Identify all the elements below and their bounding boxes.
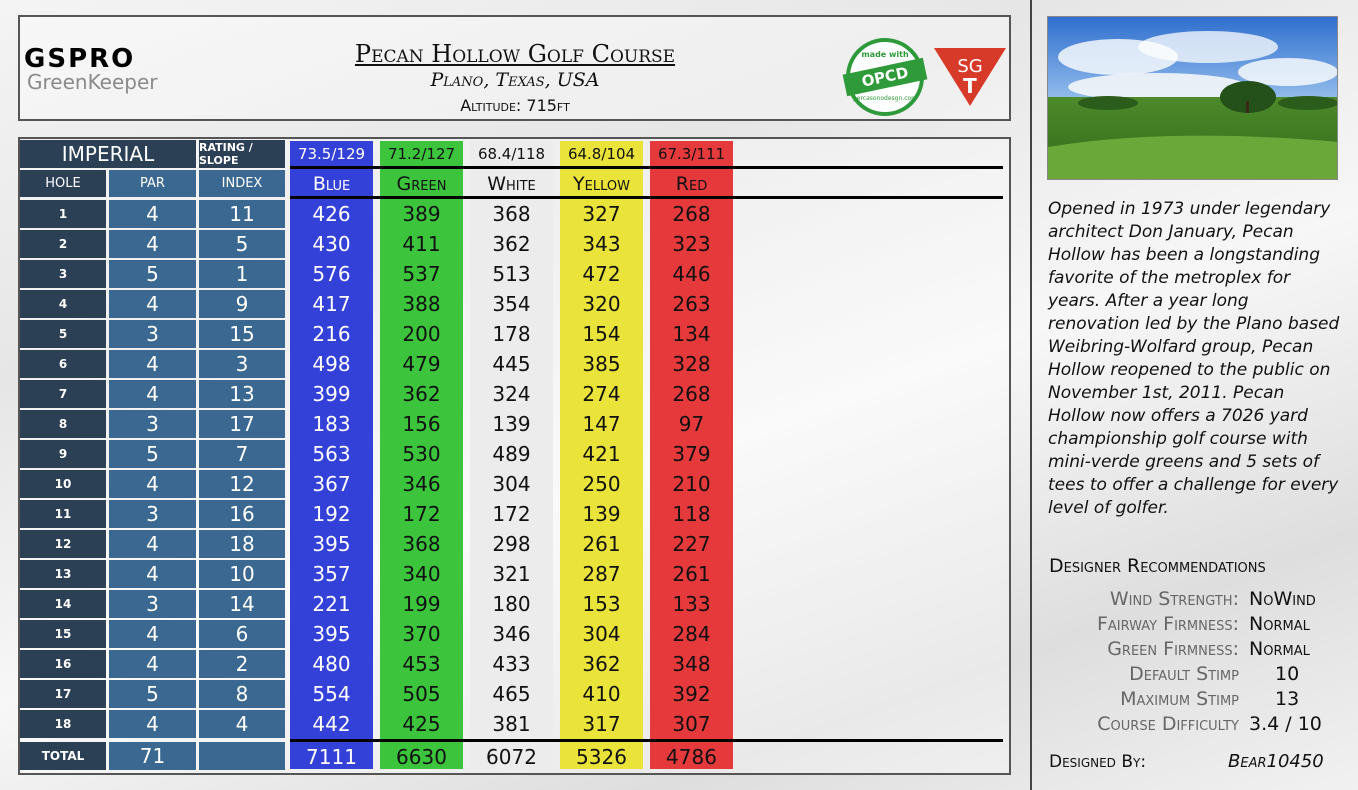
hole-number: 7 [20, 380, 106, 408]
tee-yardage: 453 [402, 652, 441, 676]
recommendation-label: Wind Strength: [1109, 588, 1239, 610]
hole-index: 9 [199, 290, 285, 318]
tee-yardage: 192 [312, 502, 351, 526]
tee-name-blue: Blue [312, 173, 351, 195]
tee-yardage: 381 [492, 712, 531, 736]
tee-yardage: 362 [492, 232, 531, 256]
total-par: 71 [109, 742, 196, 770]
tee-yardage: 368 [402, 532, 441, 556]
tee-yardage: 139 [582, 502, 621, 526]
tee-yardage: 263 [672, 292, 711, 316]
hole-number: 4 [20, 290, 106, 318]
tee-yardage: 172 [402, 502, 441, 526]
tee-yardage: 370 [402, 622, 441, 646]
hole-index: 16 [199, 500, 285, 528]
tee-yardage: 298 [492, 532, 531, 556]
hole-par: 4 [109, 560, 196, 588]
hole-number: 6 [20, 350, 106, 378]
hole-index: 4 [199, 710, 285, 738]
designed-by-label: Designed By: [1049, 752, 1147, 772]
tee-yardage: 261 [582, 532, 621, 556]
tee-yardage: 178 [492, 322, 531, 346]
units-label: IMPERIAL [20, 140, 196, 168]
tee-yardage: 392 [672, 682, 711, 706]
tee-yardage: 563 [312, 442, 351, 466]
tee-yardage: 287 [582, 562, 621, 586]
hole-index: 13 [199, 380, 285, 408]
hole-par: 4 [109, 200, 196, 228]
tee-yardage: 576 [312, 262, 351, 286]
hole-number: 2 [20, 230, 106, 258]
hole-par: 3 [109, 320, 196, 348]
tee-rating-blue: 73.5/129 [297, 145, 366, 163]
opcd-badge-bottom: percasonodesgn.com [852, 95, 918, 102]
tee-yardage: 97 [678, 412, 705, 436]
hole-number: 13 [20, 560, 106, 588]
recommendation-label: Green Firmness: [1107, 638, 1239, 660]
tee-total-white: 6072 [486, 745, 537, 769]
tee-yardage: 426 [312, 202, 351, 226]
tee-yardage: 465 [492, 682, 531, 706]
index-column-header: INDEX [199, 170, 285, 197]
tee-yardage: 346 [492, 622, 531, 646]
tee-yardage: 425 [402, 712, 441, 736]
tee-yardage: 324 [492, 382, 531, 406]
tee-yardage: 153 [582, 592, 621, 616]
total-label: TOTAL [20, 742, 106, 770]
hole-number: 12 [20, 530, 106, 558]
tee-yardage: 180 [492, 592, 531, 616]
tee-yardage: 445 [492, 352, 531, 376]
landscape-image [1048, 17, 1338, 180]
tee-yardage: 472 [582, 262, 621, 286]
tee-name-red: Red [675, 173, 708, 195]
recommendation-value: 3.4 / 10 [1249, 713, 1322, 735]
tee-header-bottom-line [290, 196, 1003, 199]
tee-yardage: 362 [582, 652, 621, 676]
tee-yardage: 250 [582, 472, 621, 496]
tee-yardage: 268 [672, 382, 711, 406]
hole-number: 10 [20, 470, 106, 498]
sgt-logo-top: SG [957, 56, 983, 77]
tee-rating-yellow: 64.8/104 [567, 145, 636, 163]
recommendation-label: Fairway Firmness: [1096, 613, 1239, 635]
tee-yardage: 368 [492, 202, 531, 226]
tee-yardage: 480 [312, 652, 351, 676]
hole-par: 3 [109, 590, 196, 618]
tee-yardage: 357 [312, 562, 351, 586]
tee-yardage: 304 [582, 622, 621, 646]
recommendation-value: Normal [1249, 638, 1310, 660]
tee-yardage: 221 [312, 592, 351, 616]
hole-par: 3 [109, 410, 196, 438]
tee-yardage: 340 [402, 562, 441, 586]
tee-yardage: 183 [312, 412, 351, 436]
hole-number: 17 [20, 680, 106, 708]
tee-yardage: 354 [492, 292, 531, 316]
tee-yardage: 118 [672, 502, 711, 526]
tee-name-green: Green [396, 173, 447, 195]
tee-header-top-line [290, 166, 1003, 169]
tee-yardage: 395 [312, 532, 351, 556]
tee-yardage: 505 [402, 682, 441, 706]
tee-yardage: 199 [402, 592, 441, 616]
tee-rating-red: 67.3/111 [657, 145, 726, 163]
hole-par: 5 [109, 440, 196, 468]
greenkeeper-logo-text: GreenKeeper [27, 70, 158, 94]
tee-yardage: 261 [672, 562, 711, 586]
recommendation-value: Normal [1249, 613, 1310, 635]
hole-par: 4 [109, 230, 196, 258]
course-location: Plano, Texas, USA [430, 69, 600, 91]
par-column-header: PAR [109, 170, 196, 197]
tee-yardage: 227 [672, 532, 711, 556]
tee-yardage: 362 [402, 382, 441, 406]
tee-yardage: 446 [672, 262, 711, 286]
recommendation-value: 13 [1275, 688, 1300, 710]
tee-yardage: 321 [492, 562, 531, 586]
opcd-badge-top: made with [861, 50, 909, 59]
hole-index: 5 [199, 230, 285, 258]
tee-yardage: 389 [402, 202, 441, 226]
tee-yardage: 367 [312, 472, 351, 496]
tee-yardage: 216 [312, 322, 351, 346]
tee-yardage: 410 [582, 682, 621, 706]
hole-number: 9 [20, 440, 106, 468]
tee-yardage: 200 [402, 322, 441, 346]
tee-yardage: 399 [312, 382, 351, 406]
tee-yardage: 133 [672, 592, 711, 616]
tee-yardage: 433 [492, 652, 531, 676]
hole-column-header: HOLE [20, 170, 106, 197]
hole-par: 4 [109, 530, 196, 558]
tee-yardage: 430 [312, 232, 351, 256]
hole-index: 7 [199, 440, 285, 468]
tee-yardage: 156 [402, 412, 441, 436]
total-index-empty [199, 742, 285, 770]
recommendation-label: Course Difficulty [1097, 713, 1239, 735]
tee-yardage: 489 [492, 442, 531, 466]
tee-yardage: 317 [582, 712, 621, 736]
hole-index: 8 [199, 680, 285, 708]
hole-index: 6 [199, 620, 285, 648]
tee-yardage: 554 [312, 682, 351, 706]
hole-number: 11 [20, 500, 106, 528]
tee-name-yellow: Yellow [573, 173, 630, 195]
tee-yardage: 307 [672, 712, 711, 736]
tee-yardage: 328 [672, 352, 711, 376]
hole-number: 8 [20, 410, 106, 438]
hole-index: 12 [199, 470, 285, 498]
hole-par: 5 [109, 680, 196, 708]
hole-index: 10 [199, 560, 285, 588]
tee-yardage: 134 [672, 322, 711, 346]
hole-par: 4 [109, 290, 196, 318]
course-description: Opened in 1973 under legendary architect Don January, Pecan Hollow has been a longstanding favorite of the metroplex for years. After a year long renovation led by the Plano based Weibring-Wolfard group, Pecan Hollow reopened to the public on November 1st, 2011. Pecan Hollow now offers a 7026 yard championship golf course with mini-verde greens and 5 sets of tees to offer a challenge for every level of golfer. [1048, 199, 1340, 518]
tee-yardage: 348 [672, 652, 711, 676]
tee-yardage: 395 [312, 622, 351, 646]
hole-par: 4 [109, 620, 196, 648]
opcd-badge-main: OPCD [843, 58, 928, 97]
tee-yardage: 442 [312, 712, 351, 736]
hole-number: 3 [20, 260, 106, 288]
tee-total-yellow: 5326 [576, 745, 627, 769]
tee-yardage: 385 [582, 352, 621, 376]
gspro-logo: GSPRO [24, 44, 136, 74]
hole-par: 4 [109, 650, 196, 678]
tee-total-blue: 7111 [306, 745, 357, 769]
tee-yardage: 320 [582, 292, 621, 316]
hole-index: 15 [199, 320, 285, 348]
tee-name-white: White [487, 173, 536, 195]
tee-yardage: 147 [582, 412, 621, 436]
tee-yardage: 379 [672, 442, 711, 466]
hole-number: 15 [20, 620, 106, 648]
tee-yardage: 411 [402, 232, 441, 256]
hole-par: 3 [109, 500, 196, 528]
tee-yardage: 498 [312, 352, 351, 376]
hole-par: 4 [109, 710, 196, 738]
tee-yardage: 388 [402, 292, 441, 316]
hole-par: 4 [109, 350, 196, 378]
tee-yardage: 154 [582, 322, 621, 346]
tee-yardage: 304 [492, 472, 531, 496]
hole-number: 1 [20, 200, 106, 228]
tee-yardage: 139 [492, 412, 531, 436]
hole-number: 5 [20, 320, 106, 348]
tee-yardage: 537 [402, 262, 441, 286]
tee-yardage: 327 [582, 202, 621, 226]
hole-number: 18 [20, 710, 106, 738]
rating-slope-header: RATING / SLOPE [199, 140, 285, 168]
hole-index: 14 [199, 590, 285, 618]
tee-yardage: 323 [672, 232, 711, 256]
recommendation-label: Maximum Stimp [1120, 688, 1239, 710]
course-title: Pecan Hollow Golf Course [354, 40, 676, 68]
tee-yardage: 417 [312, 292, 351, 316]
hole-index: 2 [199, 650, 285, 678]
panel-divider [1030, 0, 1032, 790]
tee-rating-white: 68.4/118 [477, 145, 546, 163]
designer-name: Bear10450 [1228, 751, 1324, 772]
opcd-badge-icon [846, 38, 924, 116]
tee-yardage: 284 [672, 622, 711, 646]
tee-yardage: 172 [492, 502, 531, 526]
tee-total-green: 6630 [396, 745, 447, 769]
hole-index: 18 [199, 530, 285, 558]
tee-rating-green: 71.2/127 [387, 145, 456, 163]
sgt-logo-bottom: T [963, 74, 977, 98]
tee-yardage: 346 [402, 472, 441, 496]
tee-yardage: 530 [402, 442, 441, 466]
tee-yardage: 343 [582, 232, 621, 256]
recommendation-value: NoWind [1249, 588, 1316, 610]
recommendation-value: 10 [1275, 663, 1300, 685]
tee-yardage: 268 [672, 202, 711, 226]
tee-yardage: 210 [672, 472, 711, 496]
hole-par: 4 [109, 380, 196, 408]
hole-par: 4 [109, 470, 196, 498]
tee-yardage: 421 [582, 442, 621, 466]
tee-total-red: 4786 [666, 745, 717, 769]
total-line [290, 739, 1003, 742]
hole-par: 5 [109, 260, 196, 288]
recommendations-title: Designer Recommendations [1049, 555, 1266, 577]
hole-index: 17 [199, 410, 285, 438]
hole-number: 16 [20, 650, 106, 678]
hole-index: 11 [199, 200, 285, 228]
tee-yardage: 513 [492, 262, 531, 286]
hole-index: 1 [199, 260, 285, 288]
course-altitude: Altitude: 715ft [460, 96, 570, 115]
hole-index: 3 [199, 350, 285, 378]
hole-number: 14 [20, 590, 106, 618]
recommendation-label: Default Stimp [1129, 663, 1239, 685]
course-photo [1047, 16, 1338, 180]
tee-yardage: 479 [402, 352, 441, 376]
tee-yardage: 274 [582, 382, 621, 406]
